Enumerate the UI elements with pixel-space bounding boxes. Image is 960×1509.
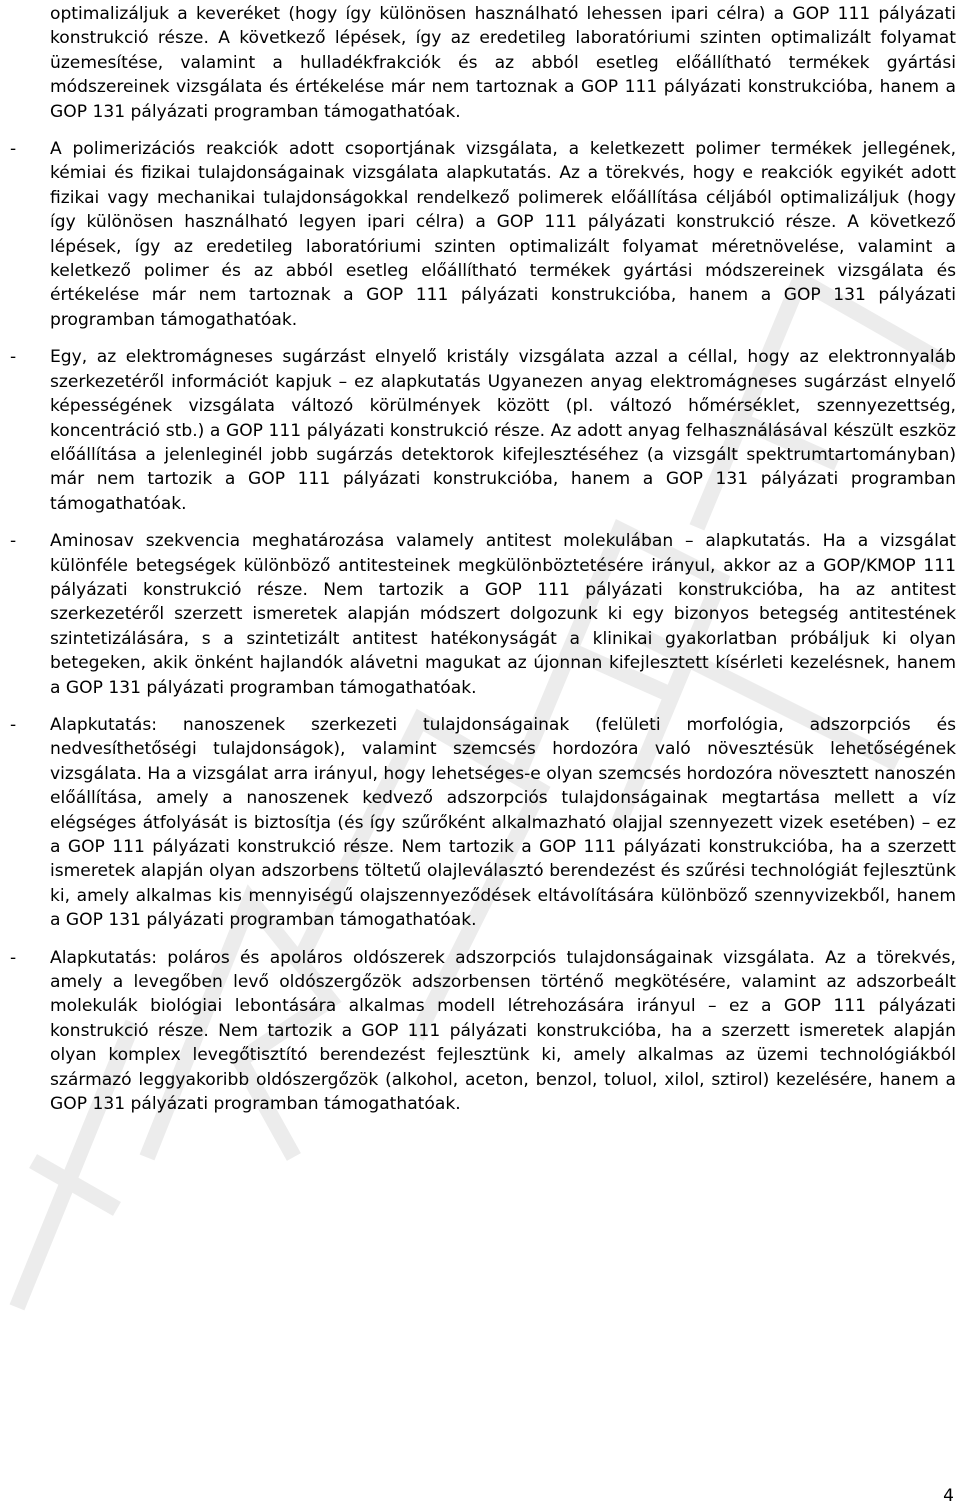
list-item-text: Alapkutatás: poláros és apoláros oldószerek adszorpciós tulajdonságainak vizsgálata. Az a törekvés, amely a levegőben levő oldószergőzök adszorbensen történő megkötésére, valamint az adszorbeált molekulák biológiai lebontására alkalmas modell létrehozására irányul – ez a GOP 111 pályázati konstrukció része. Nem tartozik a GOP 111 pályázati konstrukcióba, ha a szerzett ismeretek alapján olyan komplex levegőtisztító berendezést fejlesztünk ki, amely alkalmas az üzemi technológiákból származó leggyakoribb oldószergőzök (alkohol, aceton, benzol, toluol, xilol, sztirol) kezelésére, hanem a GOP 131 pályázati programban támogathatóak. xyxy=(50,947,956,1115)
list-item xyxy=(10,137,956,332)
document-body xyxy=(10,2,956,1129)
list-item xyxy=(10,946,956,1117)
list-item-text: Alapkutatás: nanoszenek szerkezeti tulajdonságainak (felületi morfológia, adszorpciós és nedvesíthetőségi tulajdonságok), valamint szemcsés hordozóra való növesztésük lehetőségének vizsgálata. Ha a vizsgálat arra irányul, hogy lehetséges-e olyan szemcsés hordozóra növesztett nanoszén előállítása, amely a nanoszenek kedvező adszorpciós tulajdonságainak megtartása mellett a víz elégséges átfolyását is biztosítja (és így szűrőként alkalmazható olajjal szennyezett vizek esetében) – ez a GOP 111 pályázati konstrukció része. Nem tartozik a GOP 111 pályázati konstrukcióba, ha a szerzett ismeretek alapján olyan adszorbens töltetű olajleválasztó berendezést és szűrési technológiát fejlesztünk ki, amely alkalmas kis mennyiségű olajszennyeződések eltávolítására különböző szennyvizekből, hanem a GOP 131 pályázati programban támogathatóak. xyxy=(50,714,956,931)
list-item xyxy=(10,713,956,933)
bullet-dash: - xyxy=(10,347,17,368)
bullet-dash: - xyxy=(10,947,17,968)
bullet-dash: - xyxy=(10,531,17,552)
page-number: 4 xyxy=(943,1486,954,1506)
intro-paragraph: optimalizáljuk a keveréket (hogy így különösen használható lehessen ipari célra) a GOP 111 pályázati konstrukció része. A következő lépések, így az eredetileg laboratóriumi szinten optimalizált folyamat üzemesítése, valamint a hulladékfrakciók és az abból esetleg előállítható termékek gyártási módszereinek vizsgálata és értékelése már nem tartoznak a GOP 111 pályázati konstrukcióba, hanem a GOP 131 pályázati programban támogathatóak. xyxy=(50,4,956,122)
bullet-dash: - xyxy=(10,714,17,735)
list-item-text: A polimerizációs reakciók adott csoportjának vizsgálata, a keletkezett polimer termékek jellegének, kémiai és fizikai tulajdonságainak vizsgálata alapkutatás. Az a törekvés, hogy e reakciók egyikét adott fizikai vagy mechanikai tulajdonságokkal rendelkező polimerek előállítása céljából optimalizáljuk (hogy így különösen használható legyen ipari célra) a GOP 111 pályázati konstrukció része. A következő lépések, így az eredetileg laboratóriumi szinten optimalizált folyamat méretnövelése, valamint a keletkező polimer és az abból esetleg előállítható termékek gyártási módszereinek vizsgálata és értékelése már nem tartoznak a GOP 111 pályázati konstrukcióba, hanem a GOP 131 pályázati programban támogathatóak. xyxy=(50,139,956,330)
list-item xyxy=(10,345,956,516)
list-item xyxy=(10,529,956,700)
list-item-text: Aminosav szekvencia meghatározása valamely antitest molekulában – alapkutatás. Ha a vizsgálat különféle betegségek különböző antitesteinek megkülönböztetésére irányul, akkor az a GOP/KMOP 111 pályázati konstrukció része. Nem tartozik a GOP 111 pályázati konstrukcióba, ha az antitest szerkezetéről szerzett ismeretek alapján módszert dolgozunk ki egy bizonyos betegség antitestének szintetizálására, s a szintetizált antitest hatékonyságát a klinikai gyakorlatban próbáljuk ki olyan betegeken, akik önként hajlandók alávetni magukat az újonnan kifejlesztett kísérleti kezelésnek, hanem a GOP 131 pályázati programban támogathatóak. xyxy=(50,531,956,698)
bullet-dash: - xyxy=(10,139,17,160)
list-item-text: Egy, az elektromágneses sugárzást elnyelő kristály vizsgálata azzal a céllal, hogy az elektronnyaláb szerkezetéről információt kapjuk – ez alapkutatás Ugyanezen anyag elektromágneses sugárzást elnyelő képességének vizsgálata változó körülmények között (pl. változó hőmérséklet, szennyezettség, koncentráció stb.) a GOP 111 pályázati konstrukció része. Az adott anyag felhasználásával készült eszköz előállítása a jelenleginél jobb sugárzás detektorok kifejlesztéséhez (a vizsgált spektrumtartományban) már nem tartozik a GOP 111 pályázati konstrukcióba, hanem a GOP 131 pályázati programban támogathatóak. xyxy=(50,347,956,514)
